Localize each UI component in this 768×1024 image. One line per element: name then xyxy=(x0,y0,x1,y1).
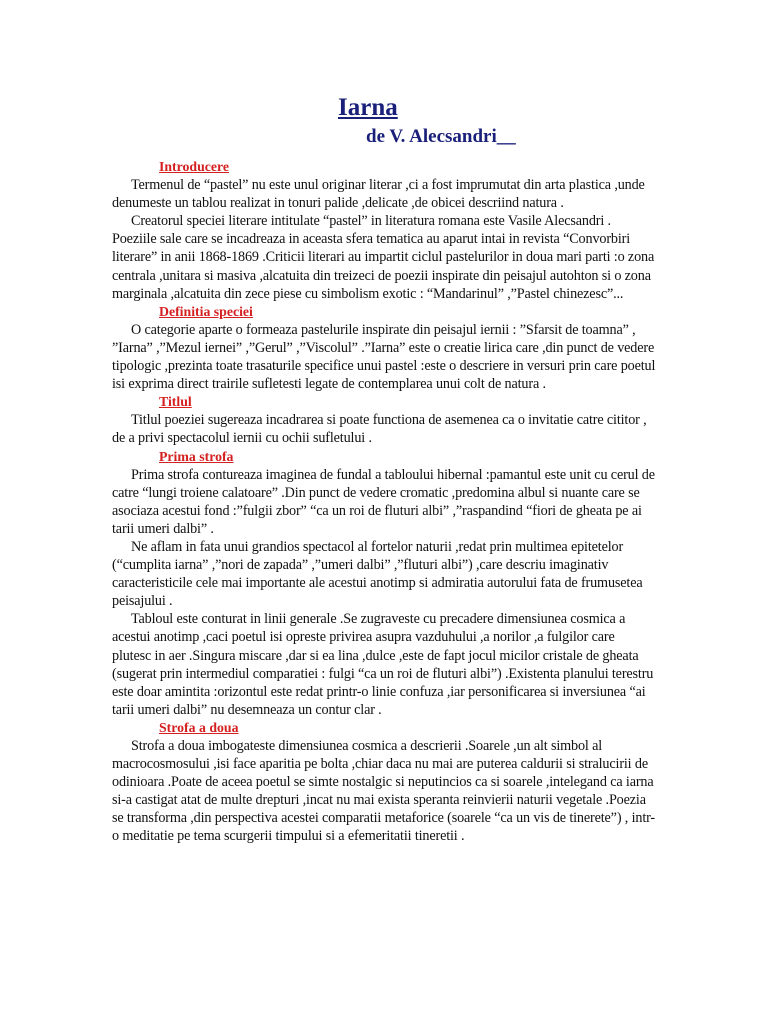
paragraph: Ne aflam in fata unui grandios spectacol al fortelor naturii ,redat prin multimea epitetelor (“cumplita iarna” ,”nori de zapada” ,”umeri dalbi” ,”fluturi albi”) ,care descriu imaginativ caracteristicile cele mai importante ale acestui anotimp si admiratia autorului fata de frumusetea peisajului . xyxy=(112,538,643,610)
paragraph: Strofa a doua imbogateste dimensiunea cosmica a descrierii .Soarele ,un alt simbol al macrocosmosului ,isi face aparitia pe bolta ,chiar daca nu mai are puterea caldurii si stralucirii de odinioara .Poate de aceea poetul se simte nostalgic si neputincios ca si soarele ,intelegand ca iarna si-a castigat atat de multe drepturi ,incat nu mai exista speranta reinvierii naturii vegetale .Poezia se transforma ,din perspectiva acestei comparatii metaforice (soarele “ca un vis de tinerete”) , intr-o meditatie pe tema scurgerii timpului si a efemeritatii tineretii . xyxy=(112,738,655,845)
section-heading-introducere: Introducere xyxy=(159,159,230,174)
section-heading-titlul: Titlul xyxy=(159,394,192,410)
paragraph: Titlul poeziei sugereaza incadrarea si poate functiona de asemenea ca o invitatie catre cititor , de a privi spectacolul iernii cu ochii sufletului . xyxy=(112,412,647,447)
paragraph: Tabloul este conturat in linii generale .Se zugraveste cu precadere dimensiunea cosmica a acestui anotimp ,caci poetul isi opreste privirea asupra vazduhului ,a norilor ,a fulgilor care plutesc in aer .Singura miscare ,dar si ea lina ,dulce ,este de fapt jocul micilor cristale de gheata (sugerat prin intermediul comparatiei : fulgi “ca un roi de fluturi albi”) .Existenta planului terestru este doar amintita :orizontul este redat printr-o linie confuza ,iar personificarea si inversiunea “ai tarii umeri dalbi” nu desemneaza un contur clar . xyxy=(112,611,654,718)
document-author: de V. Alecsandri__ xyxy=(366,126,516,147)
section-heading-prima-strofa: Prima strofa xyxy=(159,448,234,464)
paragraph: Creatorul speciei literare intitulate “pastel” in literatura romana este Vasile Alecsandri . Poeziile sale care se incadreaza in aceasta sfera tematica au aparut intai in revista “Convorbiri literare” in anii 1868-1869 .Criticii literari au impartit ciclul pastelurilor in doua mari parti :o zona centrala ,unitara si masiva ,alcatuita din treizeci de poezii inspirate din peisajul autohton si o zona marginala ,alcatuita din zece piese cu simbolism exotic : “Mandarinul” ,”Pastel chinezesc”... xyxy=(112,213,655,302)
document-body xyxy=(112,158,656,846)
section-heading-definitia-speciei: Definitia speciei xyxy=(159,303,253,319)
paragraph: Termenul de “pastel” nu este unul originar literar ,ci a fost imprumutat din arta plastica ,unde denumeste un tablou realizat in tonuri palide ,delicate ,de obicei descriind natura . xyxy=(112,177,645,212)
paragraph: O categorie aparte o formeaza pastelurile inspirate din peisajul iernii : ”Sfarsit de toamna” , ”Iarna” ,”Mezul iernei” ,”Gerul” ,”Viscolul” .”Iarna” este o creatie lirica care ,din punct de vedere tipologic ,prezinta toate trasaturile specifice unui pastel :este o descriere in versuri prin care poetul isi exprima direct trairile sufletesti legate de contemplarea unui colt de natura . xyxy=(112,321,656,393)
section-heading-strofa-a-doua: Strofa a doua xyxy=(159,719,239,735)
paragraph: Prima strofa contureaza imaginea de fundal a tabloului hibernal :pamantul este unit cu cerul de catre “lungi troiene calatoare” .Din punct de vedere cromatic ,predomina albul si nuante care se asociaza acestui fond :”fulgii zbor” “ca un roi de fluturi albi” ,”raspandind “fiori de gheata pe ai tarii umeri dalbi” . xyxy=(112,466,655,537)
document-title: Iarna xyxy=(338,94,398,121)
